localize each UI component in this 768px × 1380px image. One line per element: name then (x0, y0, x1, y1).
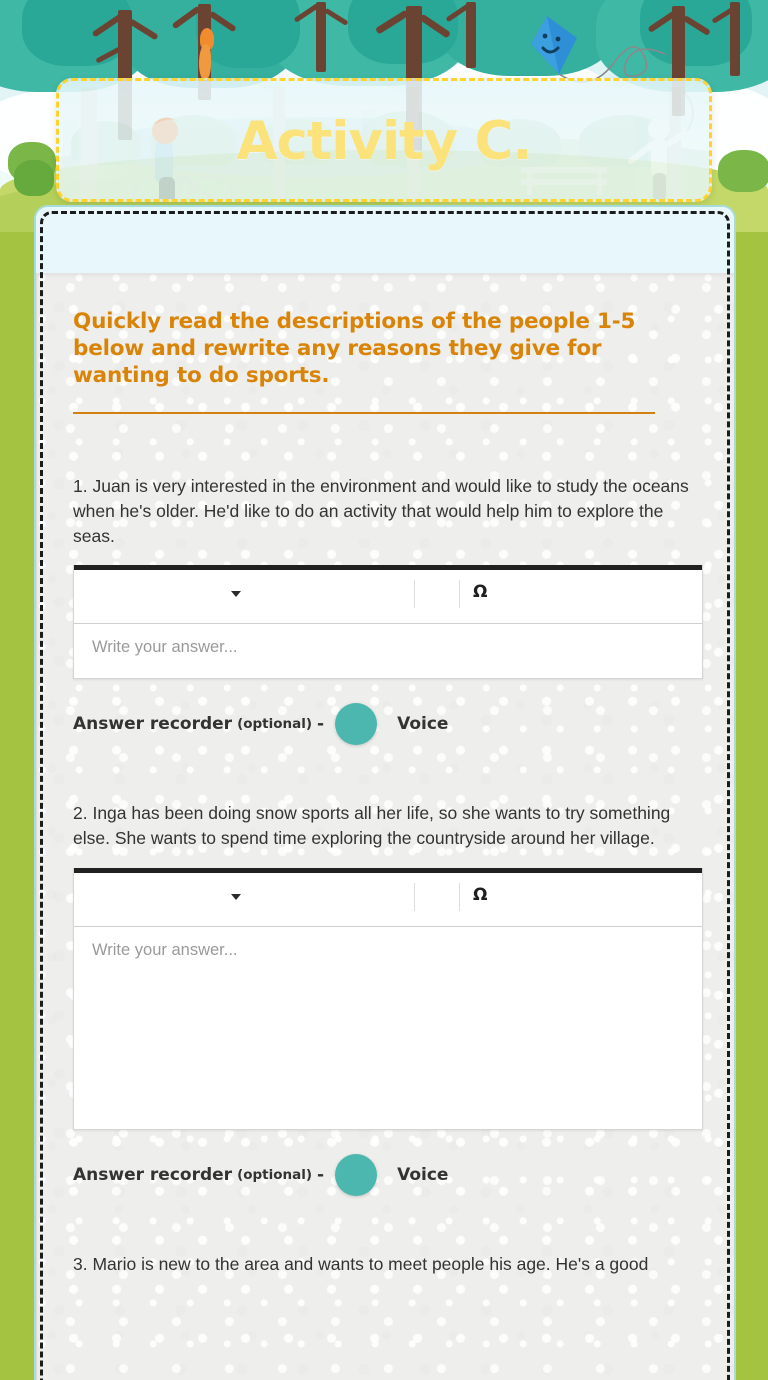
voice-label: Voice (397, 1164, 449, 1185)
page-title: Activity C. (236, 111, 532, 172)
toolbar-divider (459, 580, 460, 608)
toolbar-divider (414, 883, 415, 911)
toolbar-divider (459, 883, 460, 911)
special-character-icon[interactable]: Ω (473, 582, 488, 603)
worksheet-card (34, 205, 736, 1380)
voice-record-button[interactable] (335, 1154, 377, 1196)
voice-record-button[interactable] (335, 703, 377, 745)
activity-header-card (56, 78, 712, 202)
recorder-label: Answer recorder (73, 714, 233, 735)
chevron-down-icon[interactable] (231, 591, 241, 597)
editor-toolbar[interactable] (74, 570, 702, 624)
recorder-optional-label: (optional) (237, 1166, 313, 1183)
instructions-heading: Quickly read the descriptions of the people 1-5 below and rewrite any reasons they give for wanting to do sports. (73, 309, 636, 388)
toolbar-divider (414, 580, 415, 608)
question-text: 2. Inga has been doing snow sports all her life, so she wants to try something else. She wants to spend time exploring the countryside around her village. (73, 803, 671, 849)
shrub (718, 150, 768, 192)
squirrel-tail-icon (199, 44, 211, 80)
recorder-dash: - (317, 714, 325, 735)
answer-recorder-row (73, 1152, 703, 1198)
recorder-label: Answer recorder (73, 1164, 233, 1185)
tree-trunk (730, 2, 740, 76)
answer-input[interactable]: Write your answer... (74, 624, 702, 678)
answer-editor (73, 868, 703, 1130)
worksheet-body (36, 273, 736, 1380)
recorder-optional-label: (optional) (237, 716, 313, 733)
answer-recorder-row (73, 701, 703, 747)
recorder-dash: - (317, 1164, 325, 1185)
answer-input[interactable]: Write your answer... (74, 927, 702, 1129)
question-text: 3. Mario is new to the area and wants to meet people his age. He's a good (73, 1253, 649, 1274)
tree-canopy (22, 0, 132, 66)
answer-editor (73, 565, 703, 679)
voice-label: Voice (397, 714, 449, 735)
worksheet-topbar (36, 207, 736, 273)
tree-trunk (466, 2, 476, 68)
question-text: 1. Juan is very interested in the environment and would like to study the oceans when he's older. He'd like to do an activity that would help him to explore the seas. (73, 475, 689, 546)
shrub (14, 160, 54, 196)
editor-toolbar[interactable] (74, 873, 702, 927)
chevron-down-icon[interactable] (231, 894, 241, 900)
heading-divider (73, 412, 655, 414)
special-character-icon[interactable]: Ω (473, 884, 488, 905)
